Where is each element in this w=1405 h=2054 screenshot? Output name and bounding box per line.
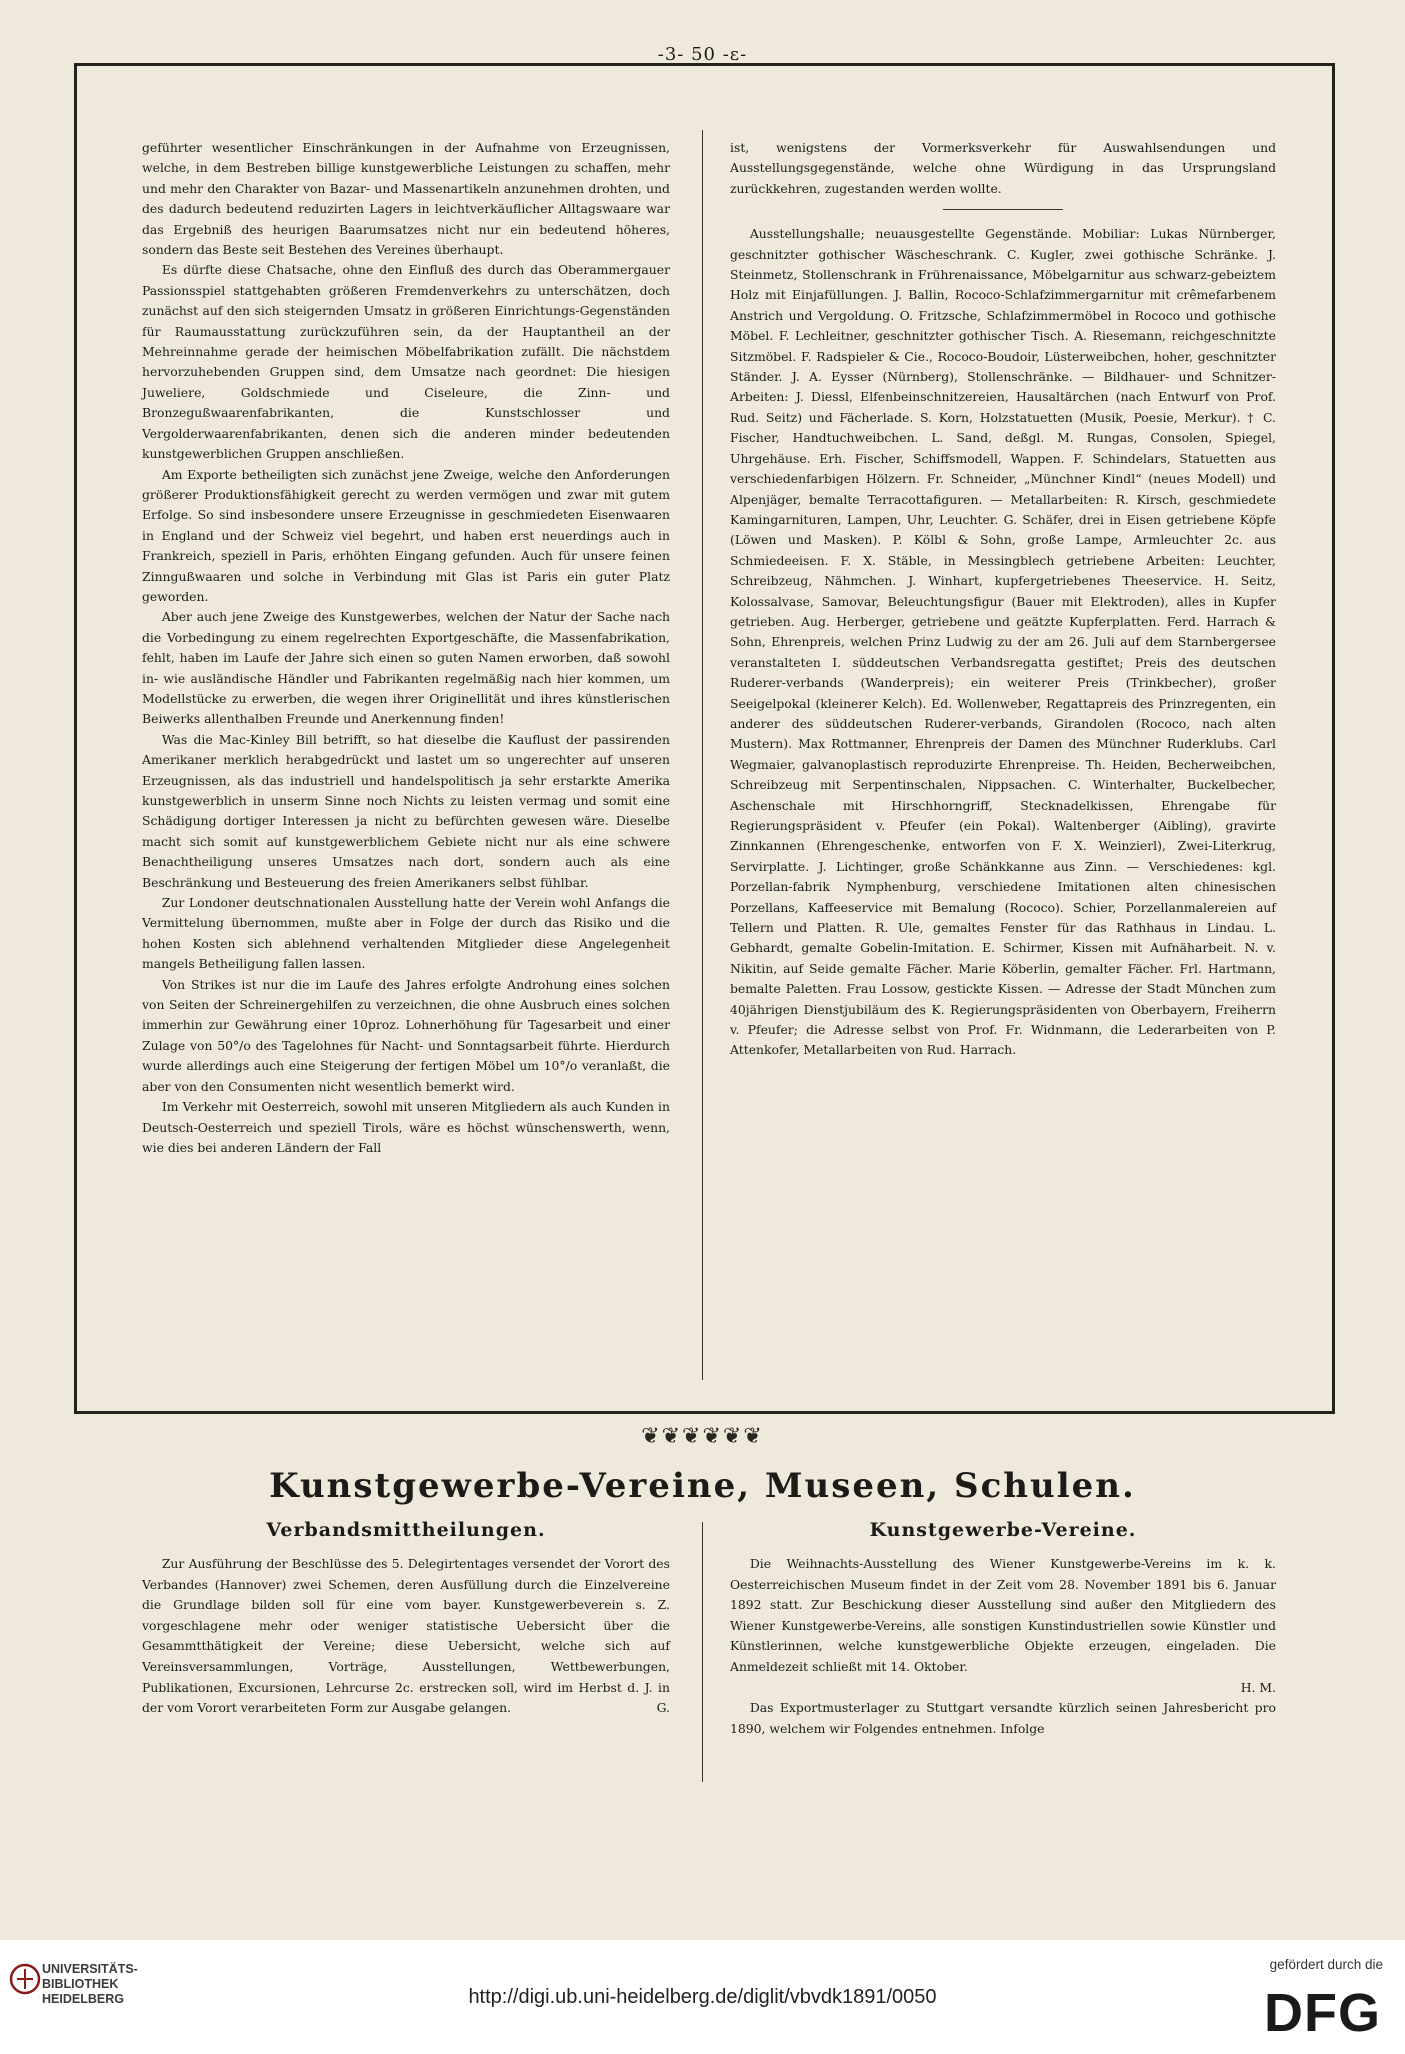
dfg-logo: DFG xyxy=(1264,1983,1381,2043)
funding-caption: gefördert durch die xyxy=(1269,1957,1383,1972)
paragraph: Am Exporte betheiligten sich zunächst jene Zweige, welche den Anforderungen größerer Produktionsfähigkeit gerecht zu werden vermögen und zwar mit gutem Erfolge. So sind insbesondere unsere Erzeugnisse in geschmiedeten Eisenwaaren in England und der Schweiz viel begehrt, und haben erst neuerdings auch in Frankreich, speziell in Paris, erhöhten Eingang gefunden. Auch für unsere feinen Zinngußwaaren und solche in Verbindung mit Glas ist Paris ein guter Platz geworden. xyxy=(142,466,670,604)
exhibition-list: Ausstellungshalle; neuausgestellte Gegenstände. Mobiliar: Lukas Nürnberger, geschnitzter gothischer Wäscheschrank. C. Kugler, zwei gothische Schränke. J. Steinmetz, Stollenschrank in Frührenaissance, Möbelgarnitur aus schwarz-gebeiztem Holz mit Einjafüllungen. J. Ballin, Rococo-Schlafzimmergarnitur mit crêmefarbenem Anstrich und Vergoldung. O. Fritzsche, Schlafzimmermöbel in Rococo und gothische Möbel. F. Lechleitner, geschnitzter gothischer Tisch. A. Riesemann, reichgeschnitzte Sitzmöbel. F. Radspieler & Cie., Rococo-Boudoir, Lüsterweibchen, hoher, geschnitzter Ständer. J. A. Eysser (Nürnberg), Stollenschränke. — Bildhauer- und Schnitzer-Arbeiten: J. Diessl, Elfenbeinschnitzereien, Hausaltärchen (nach Entwurf von Prof. Rud. Seitz) und Fächerlade. S. Korn, Holzstatuetten (Musik, Poesie, Merkur). † C. Fischer, Handtuchweibchen. L. Sand, deßgl. M. Rungas, Consolen, Spiegel, Uhrgehäuse. Erh. Fischer, Schiffsmodell, Wappen. F. Schindelars, Statuetten aus verschiedenfarbigen Hölzern. Fr. Schneider, „Münchner Kindl“ (neues Modell) und Alpenjäger, bemalte Terracottafiguren. — Metallarbeiten: R. Kirsch, geschmiedete Kamingarnituren, Lampen, Uhr, Leuchter. G. Schäfer, drei in Eisen getriebene Köpfe (Löwen und Masken). P. Kölbl & Sohn, große Lampe, Armleuchter 2c. aus Schmiedeeisen. F. X. Stäble, in Messingblech getriebene Arbeiten: Leuchter, Schreibzeug, Nähmchen. J. Winhart, kupfergetriebenes Theeservice. H. Seitz, Kolossalvase, Samovar, Beleuchtungsfigur (Bauer mit Elektroden), alles in Kupfer getrieben. Aug. Herberger, getriebene und geätzte Kupferplatten. Ferd. Harrach & Sohn, Ehrenpreis, welchen Prinz Ludwig zu der am 26. Juli auf dem Starnbergersee veranstalteten I. süddeutschen Verbandsregatta gestiftet; Preis des deutschen Ruderer-verbands (Wanderpreis); ein weiterer Preis (Trinkbecher), großer Seeigelpokal (kleinerer Kelch). Ed. Wollenweber, Regattapreis des Prinzregenten, ein anderer des süddeutschen Ruderer-verbands, Girandolen (Rococo, nach alten Mustern). Max Rottmanner, Ehrenpreis der Damen des Münchner Ruderklubs. Carl Wegmaier, galvanoplastisch reproduzirte Ehrenpreise. Th. Heiden, Becherweibchen, Schreibzeug mit Serpentinschalen, Nippsachen. C. Winterhalter, Buckelbecher, Aschenschale mit Hirschhorngriff, Stecknadelkissen, Ehrengabe für Regierungspräsident v. Pfeufer (ein Pokal). Waltenberger (Aibling), gravirte Zinnkannen (Ehrengeschenke, entworfen von F. X. Weinzierl), Zwei-Literkrug, Servirplatte. J. Lichtinger, große Schänkkanne aus Zinn. — Verschiedenes: kgl. Porzellan-fabrik Nymphenburg, verschiedene Imitationen alten chinesischen Porzellans, Kaffeeservice mit Bemalung (Rococo). Schier, Porzellanmalereien auf Tellern und Platten. R. Ule, gemaltes Fenster für das Rathhaus in Lindau. L. Gebhardt, gemalte Gobelin-Imitation. E. Schirmer, Kissen mit Aufnäharbeit. N. v. Nikitin, auf Seide gemalte Fächer. Marie Köberlin, gemalter Fächer. Frl. Hartmann, bemalte Paletten. Frau Lossow, gestickte Kissen. — Adresse der Stadt München zum 40jährigen Dienstjubiläum des K. Regierungspräsidenten von Oberbayern, Freiherrn v. Pfeufer; die Adresse selbst von Prof. Fr. Widnmann, die Lederarbeiten von P. Attenkofer, Metallarbeiten von Rud. Harrach. xyxy=(730,226,1276,1058)
column-divider xyxy=(702,130,703,1380)
right-column xyxy=(730,138,1276,1061)
paragraph-text: Zur Ausführung der Beschlüsse des 5. Delegirtentages versendet der Vorort des Verbandes (Hannover) zwei Schemen, deren Ausfüllung durch die Einzelvereine die Grundlage bilden soll für eine vom bayer. Kunstgewerbeverein s. Z. vorgeschlagene mehr oder weniger statistische Uebersicht über die Gesammtthätigkeit der Vereine; diese Uebersicht, welche sich auf Vereinsversammlungen, Vorträge, Ausstellungen, Wettbewerbungen, Publikationen, Excursionen, Lehrcurse 2c. erstrecken soll, wird im Herbst d. J. in der vom Vorort verarbeiteten Form zur Ausgabe gelangen. xyxy=(142,1556,670,1716)
paragraph: Es dürfte diese Chatsache, ohne den Einfluß des durch das Oberammergauer Passionsspiel stattgehabten größeren Fremdenverkehrs zu unterschätzen, doch zunächst auf den sich steigernden Umsatz in größeren Einrichtungs-Gegenständen für Raumausstattung zurückzuführen sein, da der Hauptantheil an der Mehreinnahme gerade der heimischen Möbelfabrikation zufällt. Die nächstdem hervorzuhebenden Gruppen sind, dem Umsatze nach geordnet: Die hiesigen Juweliere, Goldschmiede und Ciseleure, die Zinn- und Bronzegußwaarenfabrikanten, die Kunstschlosser und Vergolderwaarenfabrikanten, denen sich die anderen minder bedeutenden kunstgewerblichen Gruppen anschließen. xyxy=(142,262,670,462)
source-url[interactable]: http://digi.ub.uni-heidelberg.de/diglit/vbvdk1891/0050 xyxy=(468,1986,937,2008)
section-title: Kunstgewerbe-Vereine, Museen, Schulen. xyxy=(269,1466,1136,1506)
paragraph: Das Exportmusterlager zu Stuttgart versandte kürzlich seinen Jahresbericht pro 1890, welchem wir Folgendes entnehmen. Infolge xyxy=(730,1700,1276,1736)
signature: G. xyxy=(656,1700,670,1716)
signature: H. M. xyxy=(1240,1679,1276,1695)
paragraph: Im Verkehr mit Oesterreich, sowohl mit unseren Mitgliedern als auch Kunden in Deutsch-Oesterreich und speziell Tirols, wäre es höchst wünschenswerth, wenn, wie dies bei anderen Ländern der Fall xyxy=(142,1099,670,1155)
paragraph: Aber auch jene Zweige des Kunstgewerbes, welchen der Natur der Sache nach die Vorbedingung zu einem regelrechten Exportgeschäfte, die Massenfabrikation, fehlt, haben im Laufe der Jahre sich einen so guten Namen erworben, daß sowohl in- wie ausländische Händler und Fabrikanten regelmäßig nach hier kommen, um Modellstücke zu erwerben, die wegen ihrer Originellität und ihres künstlerischen Beiwerks allenthalben Freunde und Anerkennung finden! xyxy=(142,609,670,727)
left-bottom-column xyxy=(142,1554,670,1719)
university-line: BIBLIOTHEK xyxy=(42,1977,119,1991)
university-line: UNIVERSITÄTS- xyxy=(42,1962,138,1976)
paragraph: Zur Londoner deutschnationalen Ausstellung hatte der Verein wohl Anfangs die Vermittelung übernommen, mußte aber in Folge der durch das Risiko und die hohen Kosten sich ablehnend verhaltenden Mitglieder diese Angelegenheit mangels Betheiligung fallen lassen. xyxy=(142,895,670,972)
left-heading: Verbandsmittheilungen. xyxy=(266,1519,546,1541)
paragraph: ist, wenigstens der Vormerksverkehr für Auswahlsendungen und Ausstellungsgegenstände, welche ohne Würdigung in das Ursprungsland zurückkehren, zugestanden werden wollte. xyxy=(730,140,1276,196)
column-divider xyxy=(702,1522,703,1782)
paragraph: Was die Mac-Kinley Bill betrifft, so hat dieselbe die Kauflust der passirenden Amerikaner merklich herabgedrückt und lastet um so ungerechter auf unseren Erzeugnissen, als das industriell und handelspolitisch ja sehr erstarkte Amerika kunstgewerblich in unserm Sinne noch Nichts zu leisten vermag und somit eine Schädigung dortiger Interessen ja nicht zu befürchten gewesen wäre. Dieselbe macht sich somit auf kunstgewerblichem Gebiete nicht nur als eine schwere Benachtheiligung unseres Umsatzes nach dort, sondern auch als eine Beschränkung und Besteuerung des freien Amerikaners selbst fühlbar. xyxy=(142,731,670,890)
separator xyxy=(943,209,1063,210)
left-column xyxy=(142,138,670,1158)
paragraph xyxy=(142,1554,670,1719)
paragraph: Von Strikes ist nur die im Laufe des Jahres erfolgte Androhung eines solchen von Seiten der Schreinergehilfen zu verzeichnen, die ohne Ausbruch eines solchen immerhin zur Gewährung einer 10proz. Lohnerhöhung für Tagesarbeit und einer Zulage von 50°/o des Tagelohnes für Nacht- und Sonntagsarbeit führte. Hierdurch wurde allerdings auch eine Steigerung der fertigen Möbel um 10°/o veranlaßt, die aber von den Consumenten nicht wesentlich bemerkt wird. xyxy=(142,976,670,1094)
ornament-divider: ❦❦❦❦❦❦ xyxy=(641,1424,764,1449)
page-number: -3- 50 -ε- xyxy=(657,44,748,65)
right-heading: Kunstgewerbe-Vereine. xyxy=(869,1519,1137,1541)
paragraph: geführter wesentlicher Einschränkungen in der Aufnahme von Erzeugnissen, welche, in dem Bestreben billige kunstgewerbliche Leistungen zu schaffen, mehr und mehr den Charakter von Bazar- und Massenartikeln anzunehmen drohten, und des dadurch bedeutend reduzirten Lagers in leichtverkäuflicher Alltagswaare war das Ergebniß des heurigen Baarumsatzes nicht nur ein bedeutend höheres, sondern das Beste seit Bestehen des Vereines überhaupt. xyxy=(142,140,670,258)
paragraph: Die Weihnachts-Ausstellung des Wiener Kunstgewerbe-Vereins im k. k. Oesterreichischen Museum findet in der Zeit vom 28. November 1891 bis 6. Januar 1892 statt. Zur Beschickung dieser Ausstellung sind außer den Mitgliedern des Wiener Kunstgewerbe-Vereins, alle sonstigen Kunstindustriellen sowie Künstler und Künstlerinnen, welche kunstgewerbliche Objekte erzeugen, eingeladen. Die Anmeldezeit schließt mit 14. Oktober. xyxy=(730,1556,1276,1674)
right-bottom-column xyxy=(730,1554,1276,1739)
university-line: HEIDELBERG xyxy=(42,1992,124,2006)
